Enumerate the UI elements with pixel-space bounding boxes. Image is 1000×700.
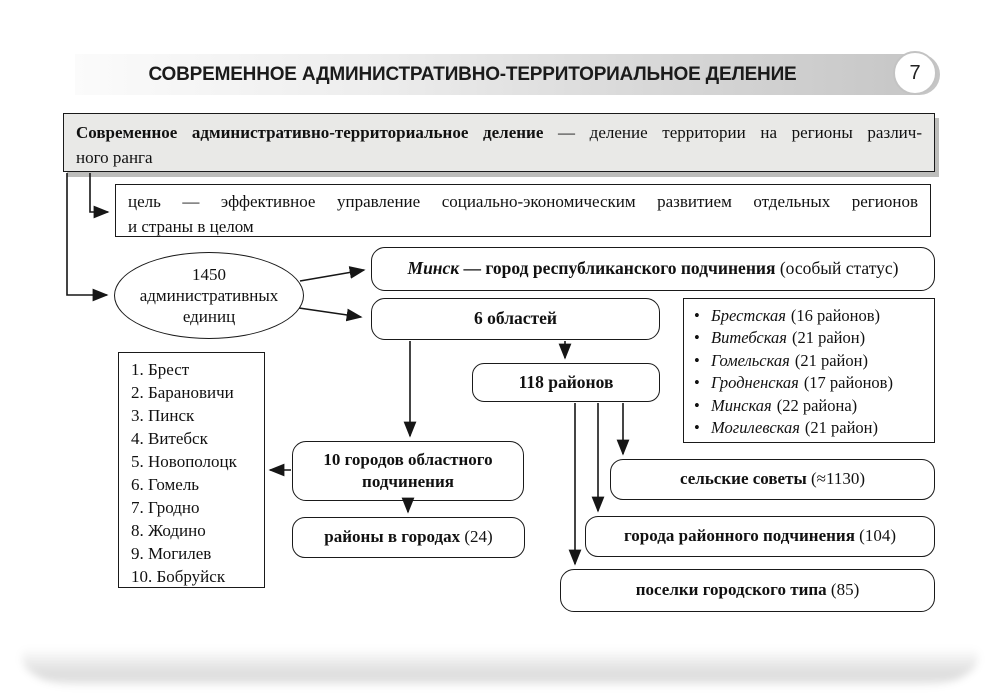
page-title: СОВРЕМЕННОЕ АДМИНИСТРАТИВНО-ТЕРРИТОРИАЛЬНОЕ ДЕЛЕНИЕ — [148, 63, 797, 85]
districts-box — [472, 363, 660, 402]
oblast-cities-box — [292, 441, 524, 501]
bullet-icon: • — [694, 418, 700, 438]
list-item: 5. Новополоцк — [131, 452, 237, 471]
list-item: 7. Гродно — [131, 498, 200, 517]
city-districts-box — [292, 517, 525, 558]
city-list-box — [118, 352, 265, 588]
definition-rest: — деление территории на регионы различ- — [558, 123, 922, 142]
list-item: • Брестская (16 районов) — [694, 305, 928, 327]
definition-line1 — [76, 121, 922, 146]
units-word1: административных — [139, 285, 279, 305]
units-word2: единиц — [182, 307, 236, 327]
list-item: • Гродненская (17 районов) — [694, 372, 928, 394]
village-councils-box — [610, 459, 935, 500]
list-item: • Витебская (21 район) — [694, 327, 928, 349]
list-item: • Минская (22 района) — [694, 395, 928, 417]
minsk-rest: — город республиканского подчинения — [463, 258, 776, 279]
page-edge-shadow — [22, 648, 978, 686]
units-count: 1450 — [192, 264, 226, 284]
list-item: 6. Гомель — [131, 475, 200, 494]
districts-label: 118 районов — [518, 371, 614, 392]
city-districts-label: районы в городах (24) — [324, 527, 493, 547]
oblasts-label: 6 областей — [474, 308, 557, 329]
urban-settlements-label: поселки городского типа (85) — [635, 580, 860, 600]
minsk-note: (особый статус) — [779, 258, 899, 279]
goal-line1: цель — эффективное управление социально-экономическим развитием отдельных регионов — [128, 192, 918, 211]
page-number: 7 — [909, 61, 921, 84]
bullet-icon: • — [694, 328, 700, 348]
minsk-city: Минск — [407, 258, 460, 279]
bullet-icon: • — [694, 373, 700, 393]
units-ellipse — [114, 252, 304, 339]
goal-box — [115, 184, 931, 237]
goal-line2: и страны в целом — [128, 216, 254, 236]
oblasts-box — [371, 298, 660, 340]
list-item: • Могилевская (21 район) — [694, 417, 928, 439]
district-cities-box — [585, 516, 935, 557]
bullet-icon: • — [694, 350, 700, 370]
minsk-label — [408, 256, 899, 281]
header-banner — [75, 54, 940, 95]
list-item: 4. Витебск — [131, 429, 208, 448]
oblast-list-box — [683, 298, 935, 443]
list-item: 1. Брест — [131, 360, 190, 379]
district-cities-label: города районного подчинения (104) — [624, 526, 896, 546]
list-item: • Гомельская (21 район) — [694, 350, 928, 372]
definition-line2: ного ранга — [76, 147, 153, 167]
definition-term: Современное административно-территориальное деление — [76, 123, 544, 142]
bullet-icon: • — [694, 306, 700, 325]
bullet-icon: • — [694, 395, 700, 415]
list-item: 9. Могилев — [131, 544, 212, 563]
oblast-cities-label: 10 городов областного подчинения — [323, 449, 493, 491]
page-number-badge — [893, 51, 937, 95]
definition-box — [63, 113, 935, 172]
urban-settlements-box — [560, 569, 935, 612]
village-councils-label: сельские советы (≈1130) — [679, 469, 865, 489]
list-item: 8. Жодино — [131, 521, 206, 540]
list-item: 10. Бобруйск — [131, 567, 226, 586]
list-item: 2. Барановичи — [131, 383, 234, 402]
minsk-box — [371, 247, 935, 291]
list-item: 3. Пинск — [131, 406, 195, 425]
